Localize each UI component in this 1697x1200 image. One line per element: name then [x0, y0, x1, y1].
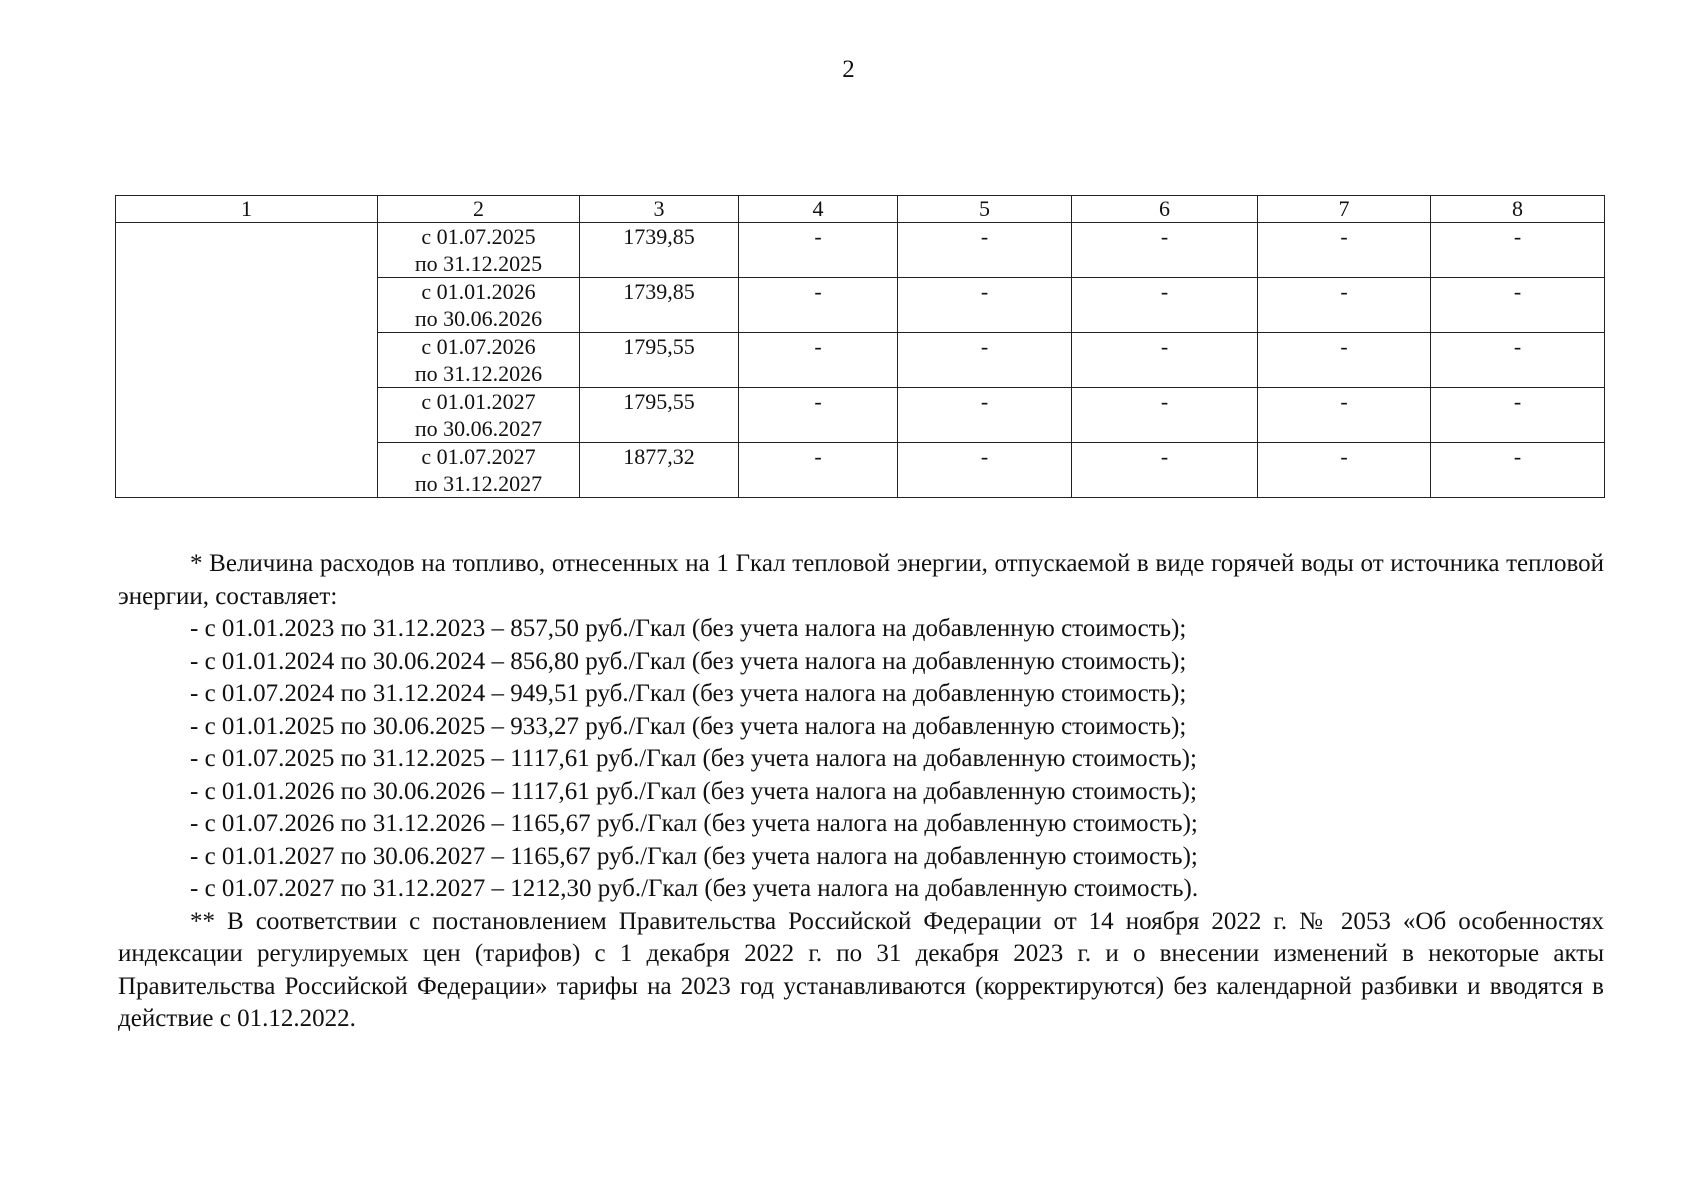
dash-cell: -	[1431, 278, 1605, 333]
dash-cell: -	[1072, 443, 1258, 498]
dash-cell: -	[1431, 388, 1605, 443]
period-from: с 01.01.2027	[421, 389, 536, 414]
column-header: 1	[116, 196, 378, 223]
period-to: по 31.12.2025	[414, 251, 543, 276]
period-cell	[378, 333, 580, 388]
period-cell	[378, 388, 580, 443]
dash-cell: -	[739, 223, 898, 278]
period-from: с 01.07.2025	[421, 224, 536, 249]
fuel-cost-item: - с 01.07.2027 по 31.12.2027 – 1212,30 руб./Гкал (без учета налога на добавленную стоимость).	[190, 875, 1199, 902]
fuel-cost-footnote-intro: * Величина расходов на топливо, отнесенных на 1 Гкал тепловой энергии, отпускаемой в виде горячей воды от источника тепловой энергии, составляет:	[118, 550, 1604, 610]
dash-cell: -	[1431, 333, 1605, 388]
period-cell	[378, 223, 580, 278]
dash-cell: -	[1072, 333, 1258, 388]
dash-cell: -	[898, 278, 1072, 333]
fuel-cost-item: - с 01.01.2024 по 30.06.2024 – 856,80 руб./Гкал (без учета налога на добавленную стоимость);	[190, 647, 1187, 675]
dash-cell: -	[1072, 388, 1258, 443]
page-number: 2	[842, 56, 855, 83]
dash-cell: -	[1258, 333, 1431, 388]
fuel-cost-item: - с 01.01.2027 по 30.06.2027 – 1165,67 руб./Гкал (без учета налога на добавленную стоимость);	[190, 842, 1198, 870]
dash-cell: -	[1258, 278, 1431, 333]
dash-cell: -	[898, 388, 1072, 443]
dash-cell: -	[1431, 443, 1605, 498]
dash-cell: -	[1258, 223, 1431, 278]
value-cell: 1739,85	[580, 223, 739, 278]
fuel-cost-item: - с 01.07.2026 по 31.12.2026 – 1165,67 руб./Гкал (без учета налога на добавленную стоимость);	[190, 810, 1198, 837]
fuel-cost-item: - с 01.01.2023 по 31.12.2023 – 857,50 руб./Гкал (без учета налога на добавленную стоимость);	[190, 615, 1187, 642]
dash-cell: -	[739, 278, 898, 333]
table-header-row	[116, 196, 1605, 223]
period-cell	[378, 278, 580, 333]
column-header: 6	[1072, 196, 1258, 223]
dash-cell: -	[1431, 223, 1605, 278]
fuel-cost-item: - с 01.01.2026 по 30.06.2026 – 1117,61 руб./Гкал (без учета налога на добавленную стоимость);	[190, 777, 1197, 805]
period-from: с 01.07.2026	[421, 334, 536, 359]
regulation-footnote: ** В соответствии с постановлением Правительства Российской Федерации от 14 ноября 2022 г. № 2053 «Об особенностях индексации регулируемых цен (тарифов) с 1 декабря 2022 г. по 31 декабря 2023 г. и о внесении изменений в некоторые акты Правительства Российской Федерации» тарифы на 2023 год устанавливаются (корректируются) без календарной разбивки и вводятся в действие с 01.12.2022.	[118, 907, 1604, 1032]
merged-empty-cell	[116, 223, 378, 498]
dash-cell: -	[898, 333, 1072, 388]
period-to: по 31.12.2026	[414, 361, 543, 386]
dash-cell: -	[739, 333, 898, 388]
period-from: с 01.07.2027	[421, 444, 536, 469]
value-cell: 1877,32	[580, 443, 739, 498]
period-cell	[378, 443, 580, 498]
dash-cell: -	[1072, 223, 1258, 278]
column-header: 5	[898, 196, 1072, 223]
value-cell: 1795,55	[580, 333, 739, 388]
column-header: 2	[378, 196, 580, 223]
tariff-table	[115, 195, 1605, 498]
dash-cell: -	[898, 443, 1072, 498]
dash-cell: -	[1072, 278, 1258, 333]
fuel-cost-item: - с 01.07.2025 по 31.12.2025 – 1117,61 руб./Гкал (без учета налога на добавленную стоимость);	[190, 745, 1197, 772]
column-header: 3	[580, 196, 739, 223]
value-cell: 1795,55	[580, 388, 739, 443]
period-to: по 30.06.2026	[414, 306, 543, 331]
column-header: 8	[1431, 196, 1605, 223]
footnotes	[118, 548, 1604, 1036]
dash-cell: -	[739, 388, 898, 443]
period-from: с 01.01.2026	[421, 279, 536, 304]
dash-cell: -	[1258, 388, 1431, 443]
table-row	[116, 223, 1605, 278]
dash-cell: -	[739, 443, 898, 498]
period-to: по 31.12.2027	[414, 471, 543, 496]
fuel-cost-item: - с 01.07.2024 по 31.12.2024 – 949,51 руб./Гкал (без учета налога на добавленную стоимость);	[190, 680, 1187, 707]
column-header: 7	[1258, 196, 1431, 223]
value-cell: 1739,85	[580, 278, 739, 333]
period-to: по 30.06.2027	[414, 416, 543, 441]
fuel-cost-item: - с 01.01.2025 по 30.06.2025 – 933,27 руб./Гкал (без учета налога на добавленную стоимость);	[190, 712, 1187, 740]
dash-cell: -	[1258, 443, 1431, 498]
dash-cell: -	[898, 223, 1072, 278]
column-header: 4	[739, 196, 898, 223]
